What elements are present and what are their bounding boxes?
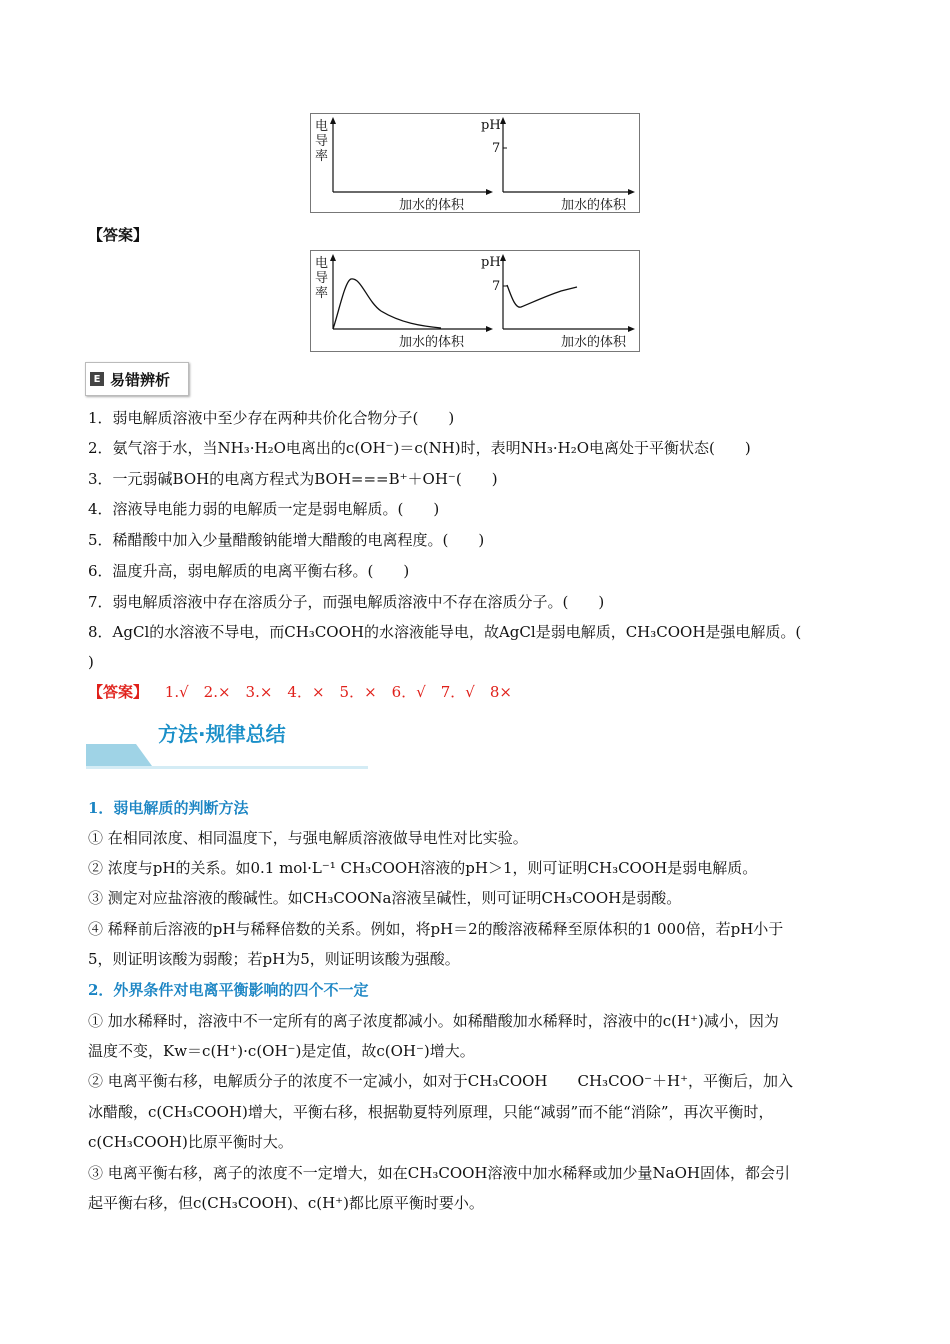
section-banner (86, 744, 368, 774)
left-y-label-1: 电 (315, 119, 329, 134)
method-heading-2: 2．外界条件对电离平衡影响的四个不一定 (88, 981, 369, 999)
statement-8-end: ) (88, 653, 94, 671)
method-line: ② 浓度与pH的关系。如0.1 mol·L⁻¹ CH₃COOH溶液的pH＞1，则可证明CH₃COOH是弱电解质。 (88, 859, 758, 877)
statement-7: 7．弱电解质溶液中存在溶质分子，而强电解质溶液中不存在溶质分子。( ) (88, 593, 605, 611)
method-line: ① 加水稀释时，溶液中不一定所有的离子浓度都减小。如稀醋酸加水稀释时，溶液中的c(H⁺)减小，因为 (88, 1012, 779, 1030)
method-line: 冰醋酸，c(CH₃COOH)增大，平衡右移，根据勒夏特列原理，只能“减弱”而不能“消除”，再次平衡时， (88, 1103, 774, 1121)
method-line: ② 电离平衡右移，电解质分子的浓度不一定减小，如对于CH₃COOH CH₃COO⁻＋H⁺，平衡后，加入 (88, 1072, 794, 1090)
right-x-label: 加水的体积 (561, 198, 627, 212)
statement-2: 2．氨气溶于水，当NH₃·H₂O电离出的c(OH⁻)＝c(NH)时，表明NH₃·H₂O电离处于平衡状态( ) (88, 439, 751, 457)
section-title: 方法·规律总结 (158, 722, 286, 746)
answer-axes (311, 251, 639, 351)
statement-1: 1．弱电解质溶液中至少存在两种共价化合物分子( ) (88, 409, 455, 427)
svg-text:7: 7 (492, 279, 501, 294)
statement-3: 3．一元弱碱BOH的电离方程式为BOH===B⁺＋OH⁻( ) (88, 470, 498, 488)
method-line: ④ 稀释前后溶液的pH与稀释倍数的关系。例如，将pH＝2的酸溶液稀释至原体积的1 000倍，若pH小于 (88, 920, 784, 938)
answer-line (88, 682, 512, 702)
method-line: ③ 电离平衡右移，离子的浓度不一定增大，如在CH₃COOH溶液中加水稀释或加少量NaOH固体，都会引 (88, 1164, 790, 1182)
left-x-label: 加水的体积 (399, 198, 465, 212)
method-line: 温度不变，Kw＝c(H⁺)·c(OH⁻)是定值，故c(OH⁻)增大。 (88, 1042, 475, 1060)
left-y-label-3: 率 (315, 149, 329, 164)
answer-heading: 【答案】 (88, 226, 149, 244)
ph-curve (507, 285, 577, 307)
svg-text:加水的体积: 加水的体积 (399, 335, 465, 350)
e-icon: E (90, 372, 104, 386)
error-analysis-tag (85, 362, 189, 396)
question-figure (310, 113, 640, 213)
svg-text:加水的体积: 加水的体积 (561, 335, 627, 350)
svg-text:pH: pH (481, 255, 501, 270)
answer-line-items: 1.√ 2.× 3.× 4．× 5．× 6．√ 7．√ 8× (164, 683, 512, 701)
statement-5: 5．稀醋酸中加入少量醋酸钠能增大醋酸的电离程度。( ) (88, 531, 485, 549)
method-heading-1: 1．弱电解质的判断方法 (88, 799, 249, 817)
method-line: c(CH₃COOH)比原平衡时大。 (88, 1133, 293, 1151)
right-seven-tick: 7 (492, 141, 501, 156)
answer-figure (310, 250, 640, 352)
svg-text:率: 率 (315, 286, 329, 301)
error-analysis-label: 易错辨析 (110, 370, 171, 389)
method-line: ③ 测定对应盐溶液的酸碱性。如CH₃COONa溶液呈碱性，则可证明CH₃COOH是弱酸。 (88, 889, 682, 907)
svg-text:导: 导 (315, 271, 329, 286)
method-line: 5，则证明该酸为弱酸；若pH为5，则证明该酸为强酸。 (88, 950, 460, 968)
method-line: 起平衡右移，但c(CH₃COOH)、c(H⁺)都比原平衡时要小。 (88, 1194, 484, 1212)
question-axes (311, 114, 639, 212)
method-line: ① 在相同浓度、相同温度下，与强电解质溶液做导电性对比实验。 (88, 829, 528, 847)
statement-8: 8．AgCl的水溶液不导电，而CH₃COOH的水溶液能导电，故AgCl是弱电解质，CH₃COOH是强电解质。( (88, 623, 802, 641)
svg-text:电: 电 (315, 256, 329, 271)
left-y-label-2: 导 (315, 134, 329, 149)
answer-line-label: 【答案】 (88, 683, 149, 701)
statement-6: 6．温度升高，弱电解质的电离平衡右移。( ) (88, 562, 410, 580)
statement-4: 4．溶液导电能力弱的电解质一定是弱电解质。( ) (88, 500, 440, 518)
right-y-label: pH (481, 118, 501, 133)
conductivity-curve (333, 279, 441, 329)
